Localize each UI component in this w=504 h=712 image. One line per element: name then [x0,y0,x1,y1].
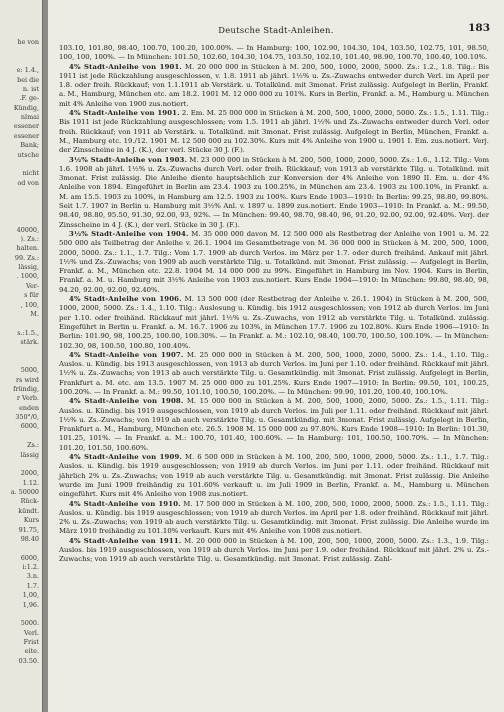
previous-page-fragment: 6000, [20,422,39,431]
bond-entry-title: 4% Stadt-Anleihe von 1907. [69,350,184,359]
previous-page-fragment: he von [17,38,39,46]
bond-entry [59,397,489,453]
bond-entry-text: 103.10, 101.80, 98.40, 100.70, 100.20, 100.00%. — In Hamburg: 100, 102.90, 104.30, 104, 103.50, 102.75, 101, 98.50, 100, 100, 100%. — In München: 101.50, 102.60, 104.30, 104.75, 103.50, 102.10, 101.40, 98.90, 100.70, 100.40, 100.10%. [59,44,489,62]
bond-entry-title: 4% Stadt-Anleihe von 1908. [69,397,184,406]
bond-entry [59,230,489,295]
bond-entry [59,453,489,499]
previous-page-fragment: r Verb. [16,394,39,403]
bond-entry-text: M. 13 500 000 (der Restbetrag der Anleihe v. 26.1. 1904) in Stücken à M. 200, 500, 1000, 2000, 5000. Zs.: 1.4., 1.10. Tilg.: Auslosung u. Kündig. bis 1912 ausgeschlossen; von 1912 ab durch Verlos. im Juni per 1.10. oder freihänd. Rückkauf mit jährl. 1½% u. Zs.-Zuwachs, von 1912 ab verstärkte Tilg. u. Totalkünd. zulässig. Eingeführt in Berlin u. Frankf. a. M. 16.7. 1906 zu 103%, in München 17.7. 1906 zu 102.80%. Kurs Ende 1906—1910: In Berlin: 101.90, 98, 100.25, 100.00, 100.30%. — In Frankf. a. M.: 102.10, 98.40, 100.70, 100.50, 100.10%. — In München: 102.30, 98, 100.50, 100.80, 100.40%. [59,295,489,350]
previous-page-fragment: s für [24,291,39,300]
previous-page-fragment: , 100, [20,300,39,309]
bond-entry [59,500,489,537]
previous-page-fragment: bei die [17,75,39,84]
body-text [59,44,489,565]
previous-page-fragment: i:1.2. [22,563,39,571]
previous-page-fragment: 1.7. [26,581,39,590]
bond-entry-text: M. 15 000 000 in Stücken à M. 200, 500, 1000, 2000, 5000. Zs.: 1.5., 1.11. Tilg.: Auslos. u. Kündig. bis 1919 ausgeschlossen, von 1919 ab durch Verlos. im Juli per 1.11. oder freihänd. Rückkauf mit jährl. 1½% u. Zs.-Zuwachs; von 1919 ab auch verstärkte Tilg. u. Gesamtkündig. mit 3monat. Frist zulässig. Aufgelegt in Berlin, Frankfurt a. M., Hamburg, München etc. 26.5. 1908 M. 15 000 000 zu 97.80%. Kurs Ende 1908—1910: In Berlin: 101.30, 101.25, 101%. — In Frankf. a. M.: 100.70, 101.40, 100.60%. — In Hamburg: 101, 100.50, 100.70%. — In München: 101.20, 101.50, 100.60%. [59,397,490,452]
previous-page-fragment: 40000, [16,225,39,234]
previous-page-fragment: 1,96. [22,600,39,609]
previous-page-fragment [11,160,39,169]
bond-entry [59,537,489,565]
previous-page-fragment: e: 1.4., [16,66,39,75]
bond-entry-text: M. 35 000 000 davon M. 12 500 000 als Restbetrag der Anleihe von 1901 u. M. 22 500 000 als Teilbetrag der Anleihe v. 26.1. 1904 im Gesamtbetrage von M. 36 000 000 in Stücken à M. 200, 500, 1000, 2000, 5000. Zs.: 1.1., 1.7. Tilg.: Vom 1.7. 1909 ab durch Verlos. im März per 1.7. oder durch freihänd. Ankauf mit jährl. 1½% und Zs.-Zuwachs; von 1909 ab auch verstärkte Tilg. u. Totalkünd. mit 3monat. Frist zulässig. — Aufgelegt in Berlin, Frankf. a. M., München etc. 22.8. 1904 M. 14 000 000 zu 99%. Eingeführt in Hamburg im Nov. 1904. Kurs in Berlin, Frankf. a. M. u. Hamburg mit 3½% Anleihe von 1903 zus.notiert. Kurs Ende 1904—1910: In München: 99.80, 98.40, 98, 94.20, 92.00, 92.00, 92.40%. [59,229,489,294]
bond-entry-title: 3½% Stadt-Anleihe von 1904. [69,229,189,238]
previous-page-fragment: Kurs [23,516,39,525]
previous-page-fragment [11,357,39,366]
previous-page-text [11,38,39,666]
previous-page-fragment: Rück- [20,497,39,506]
previous-page-fragment: enden [19,403,39,412]
previous-page-fragment: Zs.: [27,441,39,450]
bond-entry [59,295,489,351]
previous-page-fragment: Bank; [20,141,39,150]
entry-continuation [59,44,489,63]
previous-page-fragment: fründig, [13,384,39,393]
previous-page-edge [0,0,43,712]
previous-page-fragment: M. [30,309,39,318]
bond-entry-text: M. 23 000 000 in Stücken à M. 200, 500, 1000, 2000, 5000. Zs.: 1.6., 1.12. Tilg.: Vom 1.6. 1908 ab jährl. 1½% u. Zs.-Zuwachs durch Verl. oder freih. Rückkauf; von 1913 ab verstärkte Tilg. u. Totalkünd. mit 3monat. Frist zulässig. Die Anleihe diente hauptsächlich zur Konversion der 4% Anleihe von 1890 II. Em. u. der 4% Anleihe von 1894. Eingeführt in Berlin am 23.4. 1903 zu 100.25%, in München am 23.4. 1903 zu 100.10%, in Frankf. a. M. am 15.5. 1903 zu 100%, in Hamburg am 12.5. 1903 zu 100%. Kurs Ende 1903—1910: In Berlin: 99.25, 98.80, 99.80%. Seit 1.7. 1907 in Berlin u. Hamburg mit 3½% Anl. v. 1897 u. 1899 zus.notiert. Ende 1903—1910: In Frankf. a. M.: 99.50, 98.40, 98.80, 95.50, 91.30, 92.00, 93, 92%. — In München: 99.40, 98.70, 98.40, 96, 91.20, 92.00, 92.00, 92.40%. Verj. der Zinsscheine in 4 J. (K.), der verl. Stücke in 30 J. (F.). [59,155,489,229]
previous-page-fragment [11,207,39,216]
previous-page-fragment: kündt. [18,506,39,515]
previous-page-fragment: nlmai [20,113,39,121]
previous-page-fragment: 350°/0, [15,413,39,421]
bond-entry-title: 4% Stadt-Anleihe von 1901. [69,62,182,71]
previous-page-fragment [11,319,39,328]
previous-page-fragment: 1.12. [22,478,39,487]
previous-page-fragment [11,544,39,553]
previous-page-fragment: lässig, [18,263,39,271]
bond-entry-title: 4% Stadt-Anleihe von 1909. [69,453,182,462]
previous-page-fragment: n. ist [22,84,39,93]
previous-page-fragment: utsche [17,150,39,159]
previous-page-fragment [11,197,39,206]
previous-page-fragment: Frist [23,638,39,646]
previous-page-fragment: od von [17,178,39,187]
bond-entry [59,351,489,397]
previous-page-fragment [11,216,39,225]
previous-page-fragment: eite. [24,647,39,656]
previous-page-fragment: . 1000, [16,272,39,281]
previous-page-fragment: 99. Zs.: [14,253,39,262]
previous-page-fragment: lässig [20,450,39,459]
previous-page-fragment: 1,00, [22,591,39,600]
previous-page-fragment: nicht [22,169,39,178]
previous-page-fragment: rs wird [15,375,39,384]
previous-page-fragment: ). Zs.: [20,234,39,243]
bond-entry [59,109,489,155]
previous-page-fragment: stärk. [20,338,39,346]
bond-entry-text: M. 20 000 000 in Stücken à M. 100, 200, 500, 1000, 2000, 5000. Zs.: 1.3., 1.9. Tilg.: Auslos. bis 1919 ausgeschlossen, von 1919 ab durch Verlos. im Juni per 1.9. oder freihänd. Rückkauf mit jährl. 2% u. Zs.-Zuwachs; von 1919 ab auch verstärkte Tilg. u. Gesamtkündig. mit 3monat. Frist zulässig. Zahl- [59,536,489,564]
bond-entry-title: 3½% Stadt-Anleihe von 1903. [69,155,188,164]
page-header [48,22,504,36]
previous-page-fragment: essener [13,122,39,131]
bond-entry-title: 4% Stadt-Anleihe von 1910. [69,499,181,508]
bond-entry [59,63,489,109]
previous-page-fragment: 91.75, [18,525,39,534]
previous-page-fragment: essener [13,131,39,140]
previous-page-fragment [11,57,39,66]
previous-page-fragment: 6000, [20,553,39,562]
document-page [48,0,504,712]
previous-page-fragment [11,610,39,619]
previous-page-fragment: 2000, [20,469,39,478]
previous-page-fragment: .F. ge- [19,94,39,103]
previous-page-fragment: 3.n. [26,572,39,581]
bond-entry-text: M. 20 000 000 in Stücken à M. 200, 500, 1000, 2000, 5000. Zs.: 1.2., 1.8. Tilg.: Bis 1911 ist jede Rückzahlung ausgeschlossen, v. 1.8. 1911 ab jährl. 1½% u. Zs.-Zuwachs entweder durch Verl. im April per 1.8. oder freih. Rückkauf; von 1.1.1911 ab Verstärk. u. Totalkünd. mit 3monat. Frist zulässig. Aufgelegt in Berlin, Frankf. a. M., Hamburg, München etc. am 18.2. 1901 M. 12 000 000 zu 101%. Kurs in Berlin, Frankf. a. M., Hamburg u. München mit 4% Anleihe von 1900 zus.notiert. [59,62,489,108]
previous-page-fragment [11,188,39,197]
previous-page-fragment: 03.50. [18,656,39,665]
bond-entry-title: 4% Stadt-Anleihe von 1911. [69,536,182,545]
previous-page-fragment: Kündig, [13,103,39,112]
previous-page-fragment [11,432,39,441]
previous-page-fragment: Verl. [24,628,39,637]
bond-entry-text: 2. Em. M. 25 000 000 in Stücken à M. 200, 500, 1000, 2000, 5000. Zs.: 1.5., 1.11. Tilg.: Bis 1911 ist jede Rückzahlung ausgeschlossen; vom 1.5. 1911 ab jährl. 1½% und Zs.-Zuwachs entweder durch Verl. oder freih. Rückkauf; von 1911 ab Verstärk. u. Totalkünd. mit 3monat. Frist zulässig. Aufgelegt in Berlin, München, Frankf. a. M., Hamburg etc. 19./12. 1901 M. 12 500 000 zu 102.30%. Kurs mit 4% Anleihe von 1900 u. 1901 I. Em. zus.notiert. Verj. der Zinsscheine in 4 J. (K.), der verl. Stücke 30 J. (F.). [59,109,489,155]
previous-page-fragment: 98.40 [20,534,39,543]
previous-page-fragment [11,460,39,469]
previous-page-fragment: s.:1.5., [17,328,39,337]
bond-entry-text: M. 17 500 000 in Stücken à M. 100, 200, 500, 1000, 2000, 5000. Zs.: 1.5., 1.11. Tilg.: Auslos. u. Kündig. bis 1919 ausgeschlossen; von 1919 ab durch Verlos. im April per 1.8. oder freihänd. Rückkauf mit jährl. 2% u. Zs.-Zuwachs; von 1919 ab auch verstärkte Tilg. u. Gesamtkündig. mit 3monat. Frist zulässig. Die Anleihe wurde im März 1910 freihändig zu 101.10% verkauft. Kurs mit 4% Anleihe von 1908 zus.notiert. [59,499,489,536]
previous-page-fragment: a. 50000 [10,488,39,496]
previous-page-fragment: 5000. [20,619,39,628]
previous-page-fragment: Ver- [25,281,39,290]
bond-entry [59,156,489,230]
running-title: Deutsche Stadt-Anleihen. [218,25,334,35]
previous-page-fragment [11,347,39,356]
previous-page-fragment: 5000, [20,366,39,375]
bond-entry-text: M. 25 000 000 in Stücken à M. 200, 500, 1000, 2000, 5000. Zs.: 1.4., 1.10. Tilg.: Auslos. u. Kündig. bis 1913 ausgeschlossen, von 1913 ab durch Verlos. im Juni per 1.10. oder freihänd. Rückkauf mit jährl. 1½% u. Zs.-Zuwachs; von 1913 ab auch verstärkte Tilg. u. Gesamtkündig. mit 3monat. Frist zulässig. Aufgelegt in Berlin, Frankfurt a. M. etc. am 13.5. 1907 M. 25 000 000 zu 101.25%. Kurs Ende 1907—1910: In Berlin: 99.50, 101, 100.25, 100.20%. — In Frankf. a. M.: 99.50, 101.10, 100.50, 100.20%. — In München: 99.90, 101.20, 100.40, 100.10%. [59,350,490,396]
previous-page-fragment [11,47,39,56]
page-number: 183 [468,22,490,34]
bond-entry-text: M. 6 500 000 in Stücken à M. 100, 200, 500, 1000, 2000, 5000. Zs.: 1.1., 1.7. Tilg.: Auslos. u. Kündig. bis 1919 ausgeschlossen; von 1919 ab durch Verlos. im Juni per 1.11. oder freihänd. Rückkauf mit jährlich 2% u. Zs.-Zuwachs; von 1919 ab auch verstärkte Tilg. u. Gesamtkündig. mit 3monat. Frist zulässig. Die Anleihe wurde im Juni 1909 freihändig zu 101.60% verkauft u. im Juli 1909 in Berlin, Frankf. a. M., Hamburg u. München eingeführt. Kurs mit 4% Anleihe von 1908 zus.notiert. [59,453,490,499]
bond-entry-title: 4% Stadt-Anleihe von 1906. [69,295,182,304]
previous-page-fragment: halten. [16,244,39,253]
bond-entry-title: 4% Stadt-Anleihe von 1901. [69,109,180,118]
